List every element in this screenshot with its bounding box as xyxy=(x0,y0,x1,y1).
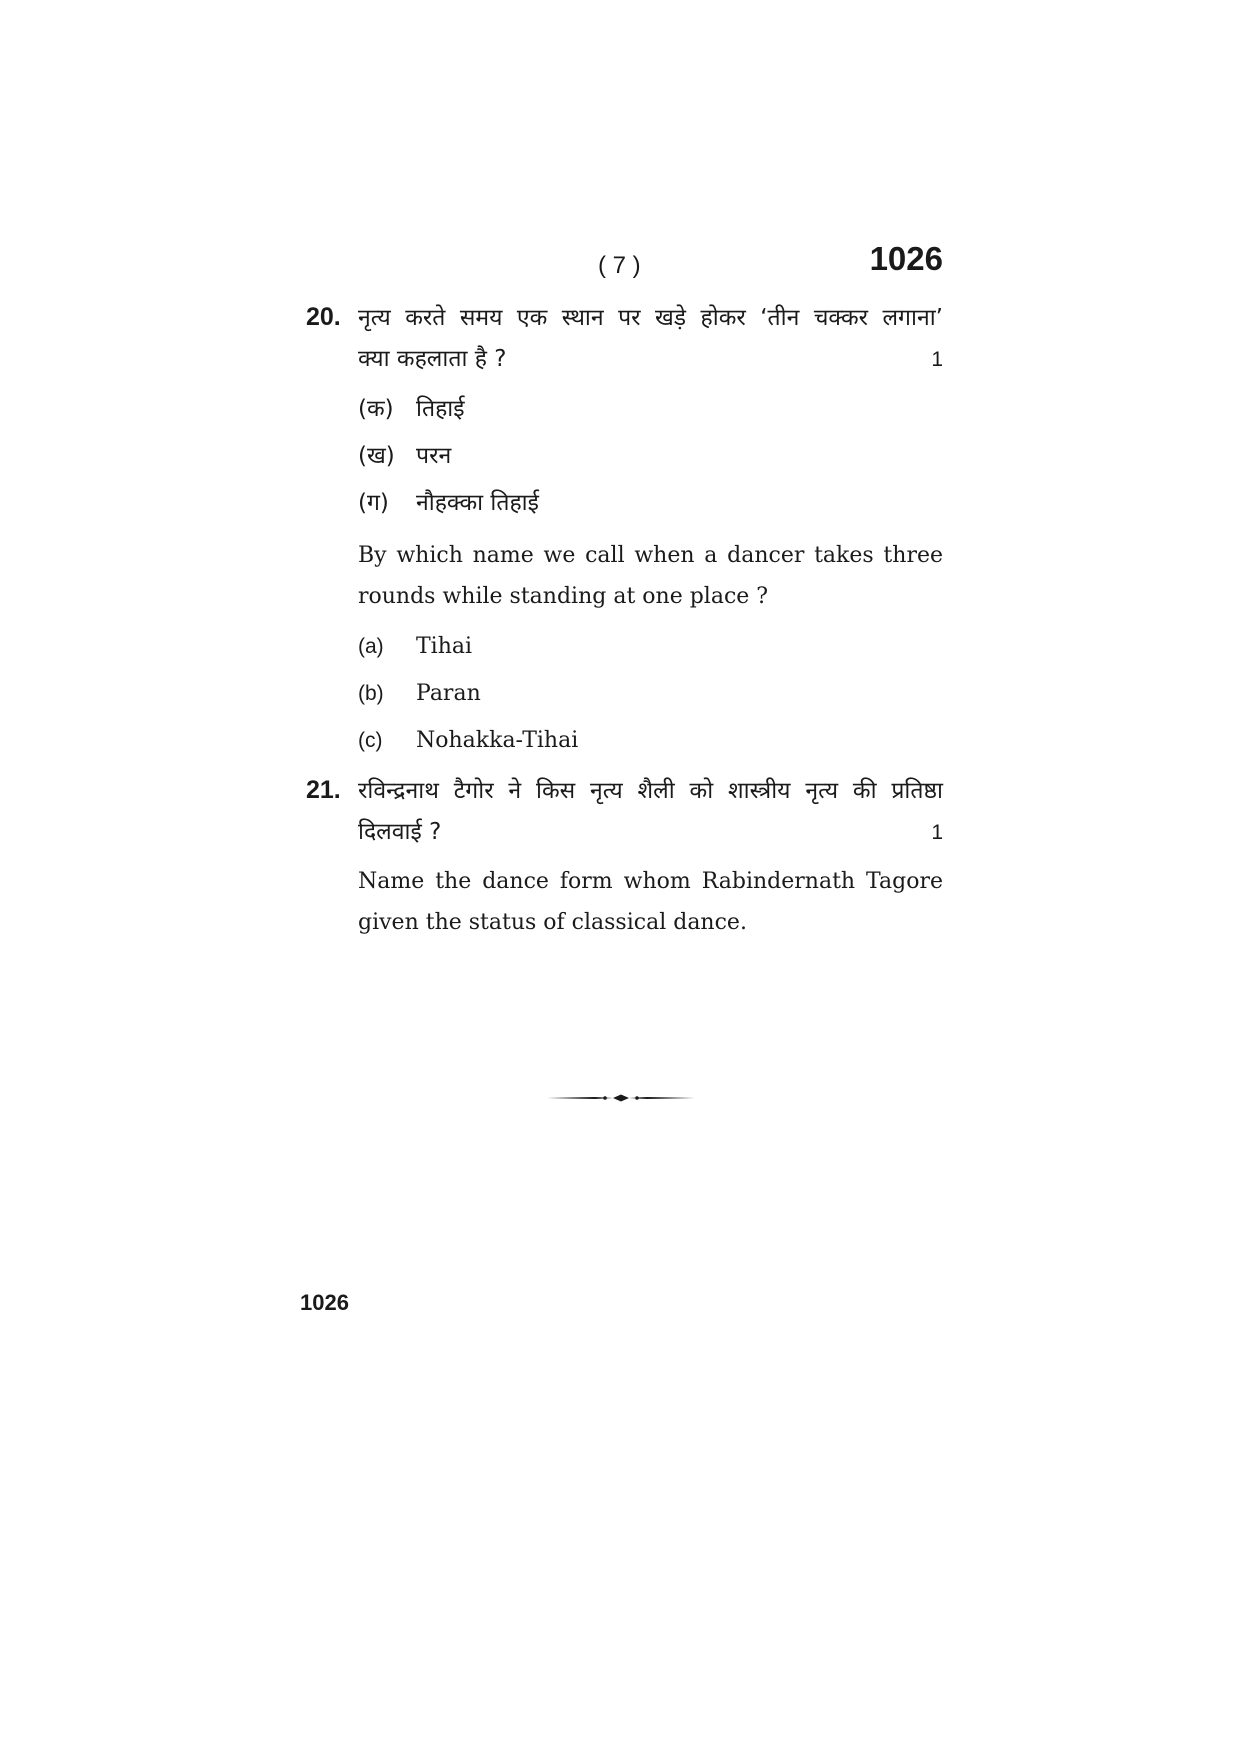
question-marks: 1 xyxy=(931,821,943,844)
question-number: 21. xyxy=(306,776,341,804)
option-text: नौहक्का तिहाई xyxy=(416,490,539,516)
option xyxy=(358,623,943,670)
question-hindi-line-1: नृत्य करते समय एक स्थान पर खड़े होकर ‘तीन चक्कर लगाना’ xyxy=(358,305,943,331)
option-label: (ख) xyxy=(358,443,395,469)
page-number: ( 7 ) xyxy=(598,252,641,279)
option-label: (b) xyxy=(358,682,384,705)
option-text: Tihai xyxy=(416,634,473,659)
hindi-options xyxy=(358,386,943,527)
option-label: (ग) xyxy=(358,490,389,516)
paper-code-bottom: 1026 xyxy=(300,1290,349,1315)
option xyxy=(358,433,943,480)
question-english-text: By which name we call when a dancer takes three rounds while standing at one place ? xyxy=(358,543,943,609)
paper-code-top: 1026 xyxy=(869,240,943,277)
option xyxy=(358,480,943,527)
question-marks: 1 xyxy=(931,348,943,371)
question-hindi-line-2: दिलवाई ? xyxy=(358,819,442,845)
option xyxy=(358,717,943,764)
question-20 xyxy=(306,297,943,764)
option xyxy=(358,386,943,433)
option-label: (a) xyxy=(358,635,384,658)
option-text: परन xyxy=(416,443,452,469)
option xyxy=(358,670,943,717)
question-number: 20. xyxy=(306,303,341,331)
option-text: Nohakka-Tihai xyxy=(416,728,579,753)
option-text: तिहाई xyxy=(416,396,465,422)
question-hindi-line-1: रविन्द्रनाथ टैगोर ने किस नृत्य शैली को शास्त्रीय नृत्य की प्रतिष्ठा xyxy=(358,778,943,804)
divider-ornament xyxy=(547,1092,695,1104)
option-label: (क) xyxy=(358,396,394,422)
option-text: Paran xyxy=(416,681,481,706)
question-21 xyxy=(306,770,943,943)
question-english-text: Name the dance form whom Rabindernath Tagore given the status of classical dance. xyxy=(358,869,943,935)
english-options xyxy=(358,623,943,764)
question-hindi-line-2: क्या कहलाता है ? xyxy=(358,346,507,372)
option-label: (c) xyxy=(358,729,383,752)
